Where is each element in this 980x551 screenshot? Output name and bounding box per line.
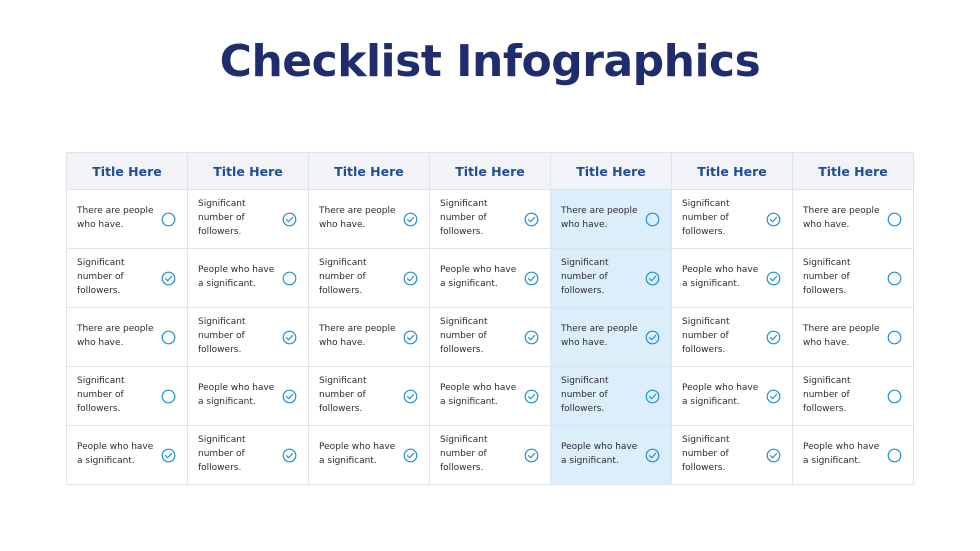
checklist-cell-label: There are people who have.: [803, 206, 880, 230]
checklist-cell[interactable]: [672, 249, 793, 308]
checklist-cell-label: Significant number of followers.: [682, 435, 730, 473]
checklist-table-container: [66, 152, 914, 485]
table-row: [67, 249, 914, 308]
check-circle-icon[interactable]: [766, 330, 781, 345]
check-circle-icon[interactable]: [524, 271, 539, 286]
checklist-cell[interactable]: [309, 190, 430, 249]
check-circle-icon[interactable]: [524, 330, 539, 345]
checklist-cell[interactable]: [188, 190, 309, 249]
column-header: Title Here: [188, 153, 309, 190]
table-row: [67, 367, 914, 426]
column-header: Title Here: [551, 153, 672, 190]
check-circle-icon[interactable]: [766, 448, 781, 463]
column-header: Title Here: [309, 153, 430, 190]
check-circle-icon[interactable]: [403, 212, 418, 227]
check-circle-icon[interactable]: [282, 212, 297, 227]
checklist-cell[interactable]: [67, 367, 188, 426]
checklist-cell-label: Significant number of followers.: [440, 435, 488, 473]
checklist-cell-label: Significant number of followers.: [682, 199, 730, 237]
check-circle-icon[interactable]: [161, 212, 176, 227]
check-circle-icon[interactable]: [161, 271, 176, 286]
checklist-cell[interactable]: [551, 426, 672, 485]
check-circle-icon[interactable]: [161, 389, 176, 404]
checklist-cell[interactable]: [309, 367, 430, 426]
checklist-cell[interactable]: [672, 367, 793, 426]
checklist-cell-label: There are people who have.: [561, 324, 638, 348]
check-circle-icon[interactable]: [524, 448, 539, 463]
column-header: Title Here: [793, 153, 914, 190]
check-circle-icon[interactable]: [887, 448, 902, 463]
page-title: Checklist Infographics: [219, 36, 761, 87]
check-circle-icon[interactable]: [766, 389, 781, 404]
checklist-cell-label: People who have a significant.: [198, 383, 275, 407]
checklist-cell[interactable]: [309, 426, 430, 485]
checklist-cell-label: There are people who have.: [319, 206, 396, 230]
checklist-cell[interactable]: [551, 308, 672, 367]
checklist-cell[interactable]: [67, 426, 188, 485]
check-circle-icon[interactable]: [282, 448, 297, 463]
check-circle-icon[interactable]: [403, 389, 418, 404]
checklist-cell[interactable]: [430, 308, 551, 367]
checklist-cell-label: People who have a significant.: [77, 442, 154, 466]
check-circle-icon[interactable]: [645, 448, 660, 463]
check-circle-icon[interactable]: [403, 271, 418, 286]
check-circle-icon[interactable]: [887, 271, 902, 286]
table-row: [67, 426, 914, 485]
checklist-cell[interactable]: [188, 426, 309, 485]
checklist-cell-label: People who have a significant.: [682, 383, 759, 407]
checklist-cell[interactable]: [309, 249, 430, 308]
checklist-cell-label: People who have a significant.: [198, 265, 275, 289]
checklist-cell-label: There are people who have.: [77, 206, 154, 230]
checklist-cell[interactable]: [793, 190, 914, 249]
check-circle-icon[interactable]: [282, 330, 297, 345]
check-circle-icon[interactable]: [161, 448, 176, 463]
check-circle-icon[interactable]: [403, 330, 418, 345]
checklist-cell-label: There are people who have.: [319, 324, 396, 348]
check-circle-icon[interactable]: [645, 330, 660, 345]
checklist-cell[interactable]: [793, 426, 914, 485]
checklist-cell[interactable]: [793, 249, 914, 308]
checklist-cell[interactable]: [551, 249, 672, 308]
checklist-cell-label: Significant number of followers.: [198, 317, 246, 355]
check-circle-icon[interactable]: [161, 330, 176, 345]
table-row: [67, 308, 914, 367]
check-circle-icon[interactable]: [887, 389, 902, 404]
check-circle-icon[interactable]: [645, 212, 660, 227]
checklist-cell[interactable]: [67, 308, 188, 367]
checklist-cell-label: Significant number of followers.: [803, 258, 851, 296]
checklist-cell[interactable]: [551, 367, 672, 426]
checklist-cell-label: Significant number of followers.: [319, 258, 367, 296]
check-circle-icon[interactable]: [887, 330, 902, 345]
checklist-cell[interactable]: [188, 367, 309, 426]
checklist-cell[interactable]: [430, 249, 551, 308]
checklist-cell-label: Significant number of followers.: [440, 317, 488, 355]
checklist-cell-label: Significant number of followers.: [319, 376, 367, 414]
checklist-cell-label: People who have a significant.: [440, 265, 517, 289]
checklist-cell-label: People who have a significant.: [319, 442, 396, 466]
column-header: Title Here: [67, 153, 188, 190]
checklist-cell-label: People who have a significant.: [682, 265, 759, 289]
checklist-cell[interactable]: [672, 190, 793, 249]
check-circle-icon[interactable]: [766, 212, 781, 227]
checklist-cell[interactable]: [430, 426, 551, 485]
checklist-cell[interactable]: [430, 367, 551, 426]
checklist-cell[interactable]: [672, 426, 793, 485]
check-circle-icon[interactable]: [282, 271, 297, 286]
check-circle-icon[interactable]: [887, 212, 902, 227]
checklist-cell[interactable]: [793, 367, 914, 426]
column-header: Title Here: [672, 153, 793, 190]
table-body: [67, 190, 914, 485]
checklist-cell-label: People who have a significant.: [803, 442, 880, 466]
checklist-cell-label: People who have a significant.: [440, 383, 517, 407]
checklist-cell-label: Significant number of followers.: [803, 376, 851, 414]
check-circle-icon[interactable]: [282, 389, 297, 404]
checklist-cell-label: Significant number of followers.: [77, 258, 125, 296]
checklist-table: [66, 152, 914, 485]
checklist-cell[interactable]: [793, 308, 914, 367]
table-header-row: [67, 153, 914, 190]
checklist-cell-label: There are people who have.: [77, 324, 154, 348]
column-header: Title Here: [430, 153, 551, 190]
checklist-cell-label: Significant number of followers.: [682, 317, 730, 355]
checklist-cell[interactable]: [430, 190, 551, 249]
checklist-cell[interactable]: [67, 190, 188, 249]
table-row: [67, 190, 914, 249]
checklist-cell[interactable]: [188, 308, 309, 367]
check-circle-icon[interactable]: [766, 271, 781, 286]
checklist-cell-label: People who have a significant.: [561, 442, 638, 466]
check-circle-icon[interactable]: [524, 212, 539, 227]
checklist-cell-label: Significant number of followers.: [561, 376, 609, 414]
checklist-cell[interactable]: [188, 249, 309, 308]
checklist-cell-label: There are people who have.: [803, 324, 880, 348]
check-circle-icon[interactable]: [645, 389, 660, 404]
checklist-cell-label: There are people who have.: [561, 206, 638, 230]
checklist-cell-label: Significant number of followers.: [440, 199, 488, 237]
checklist-cell[interactable]: [67, 249, 188, 308]
check-circle-icon[interactable]: [403, 448, 418, 463]
checklist-cell-label: Significant number of followers.: [77, 376, 125, 414]
checklist-cell[interactable]: [551, 190, 672, 249]
checklist-cell[interactable]: [672, 308, 793, 367]
checklist-cell-label: Significant number of followers.: [561, 258, 609, 296]
checklist-cell[interactable]: [309, 308, 430, 367]
check-circle-icon[interactable]: [524, 389, 539, 404]
checklist-cell-label: Significant number of followers.: [198, 199, 246, 237]
checklist-cell-label: Significant number of followers.: [198, 435, 246, 473]
check-circle-icon[interactable]: [645, 271, 660, 286]
